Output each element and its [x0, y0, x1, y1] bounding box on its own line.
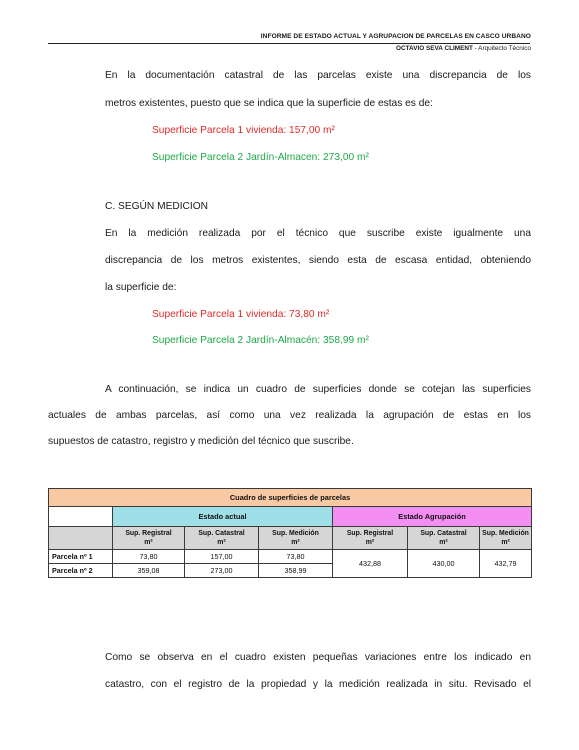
table-row [49, 550, 532, 564]
cell-agrupacion-medicion: 432,79 [480, 550, 532, 578]
column-header: Sup. Medición m² [259, 527, 333, 550]
medicion-paragraph-line3: la superficie de: [105, 282, 177, 293]
conclusion-paragraph-line2: catastro, con el registro de la propiedad y la medición realizada in situ. Revisado el [105, 679, 531, 690]
author-name: OCTAVIO SEVA CLIMENT [396, 45, 473, 52]
cell-registral: 359,08 [113, 564, 185, 578]
table-title: Cuadro de superficies de parcelas [49, 489, 532, 507]
cell-registral: 73,80 [113, 550, 185, 564]
catastro-paragraph-line1: En la documentación catastral de las parcelas existe una discrepancia de los [105, 70, 531, 81]
cell-agrupacion-registral: 432,88 [333, 550, 408, 578]
cell-catastral: 157,00 [185, 550, 259, 564]
table-group-row [49, 507, 532, 527]
table-label-header [49, 527, 113, 550]
medicion-paragraph-line2: discrepancia de los metros existentes, siendo esta de escasa entidad, obteniendo [105, 255, 531, 266]
table-corner-cell [49, 507, 113, 527]
column-header: Sup. Catastral m² [185, 527, 259, 550]
catastro-parcel2-surface: Superficie Parcela 2 Jardín-Almacen: 273,00 m² [152, 152, 369, 163]
cell-agrupacion-catastral: 430,00 [408, 550, 480, 578]
group-estado-agrupacion: Estado Agrupación [333, 507, 532, 527]
column-header: Sup. Catastral m² [408, 527, 480, 550]
catastro-paragraph-line2: metros existentes, puesto que se indica que la superficie de estas es de: [105, 98, 433, 109]
column-header: Sup. Medición m² [480, 527, 532, 550]
medicion-heading: C. SEGÚN MEDICION [105, 201, 209, 212]
cell-catastral: 273,00 [185, 564, 259, 578]
author-role: - Arquitecto Técnico [472, 45, 531, 52]
catastro-parcel1-surface: Superficie Parcela 1 vivienda: 157,00 m² [152, 125, 335, 136]
report-author [396, 45, 531, 52]
table-header-row [49, 527, 532, 550]
column-header: Sup. Registral m² [333, 527, 408, 550]
medicion-paragraph-line1: En la medición realizada por el técnico que suscribe existe igualmente una [105, 228, 531, 239]
group-estado-actual: Estado actual [113, 507, 333, 527]
conclusion-paragraph-line1: Como se observa en el cuadro existen pequeñas variaciones entre los indicado en [105, 652, 531, 663]
report-title: INFORME DE ESTADO ACTUAL Y AGRUPACION DE PARCELAS EN CASCO URBANO [260, 33, 531, 40]
row-label: Parcela nº 1 [49, 550, 113, 564]
medicion-parcel2-surface: Superficie Parcela 2 Jardín-Almacén: 358,99 m² [152, 335, 369, 346]
intro-paragraph-line3: supuestos de catastro, registro y medición del técnico que suscribe. [48, 436, 354, 447]
cell-medicion: 358,99 [259, 564, 333, 578]
column-header: Sup. Registral m² [113, 527, 185, 550]
header-divider [48, 43, 530, 44]
table-title-row [49, 489, 532, 507]
surfaces-table [48, 488, 532, 578]
medicion-parcel1-surface: Superficie Parcela 1 vivienda: 73,80 m² [152, 309, 330, 320]
row-label: Parcela nº 2 [49, 564, 113, 578]
intro-paragraph-line2: actuales de ambas parcelas, así como una vez realizada la agrupación de estas en los [48, 410, 531, 421]
cell-medicion: 73,80 [259, 550, 333, 564]
intro-paragraph-line1: A continuación, se indica un cuadro de superficies donde se cotejan las superficies [105, 384, 531, 395]
